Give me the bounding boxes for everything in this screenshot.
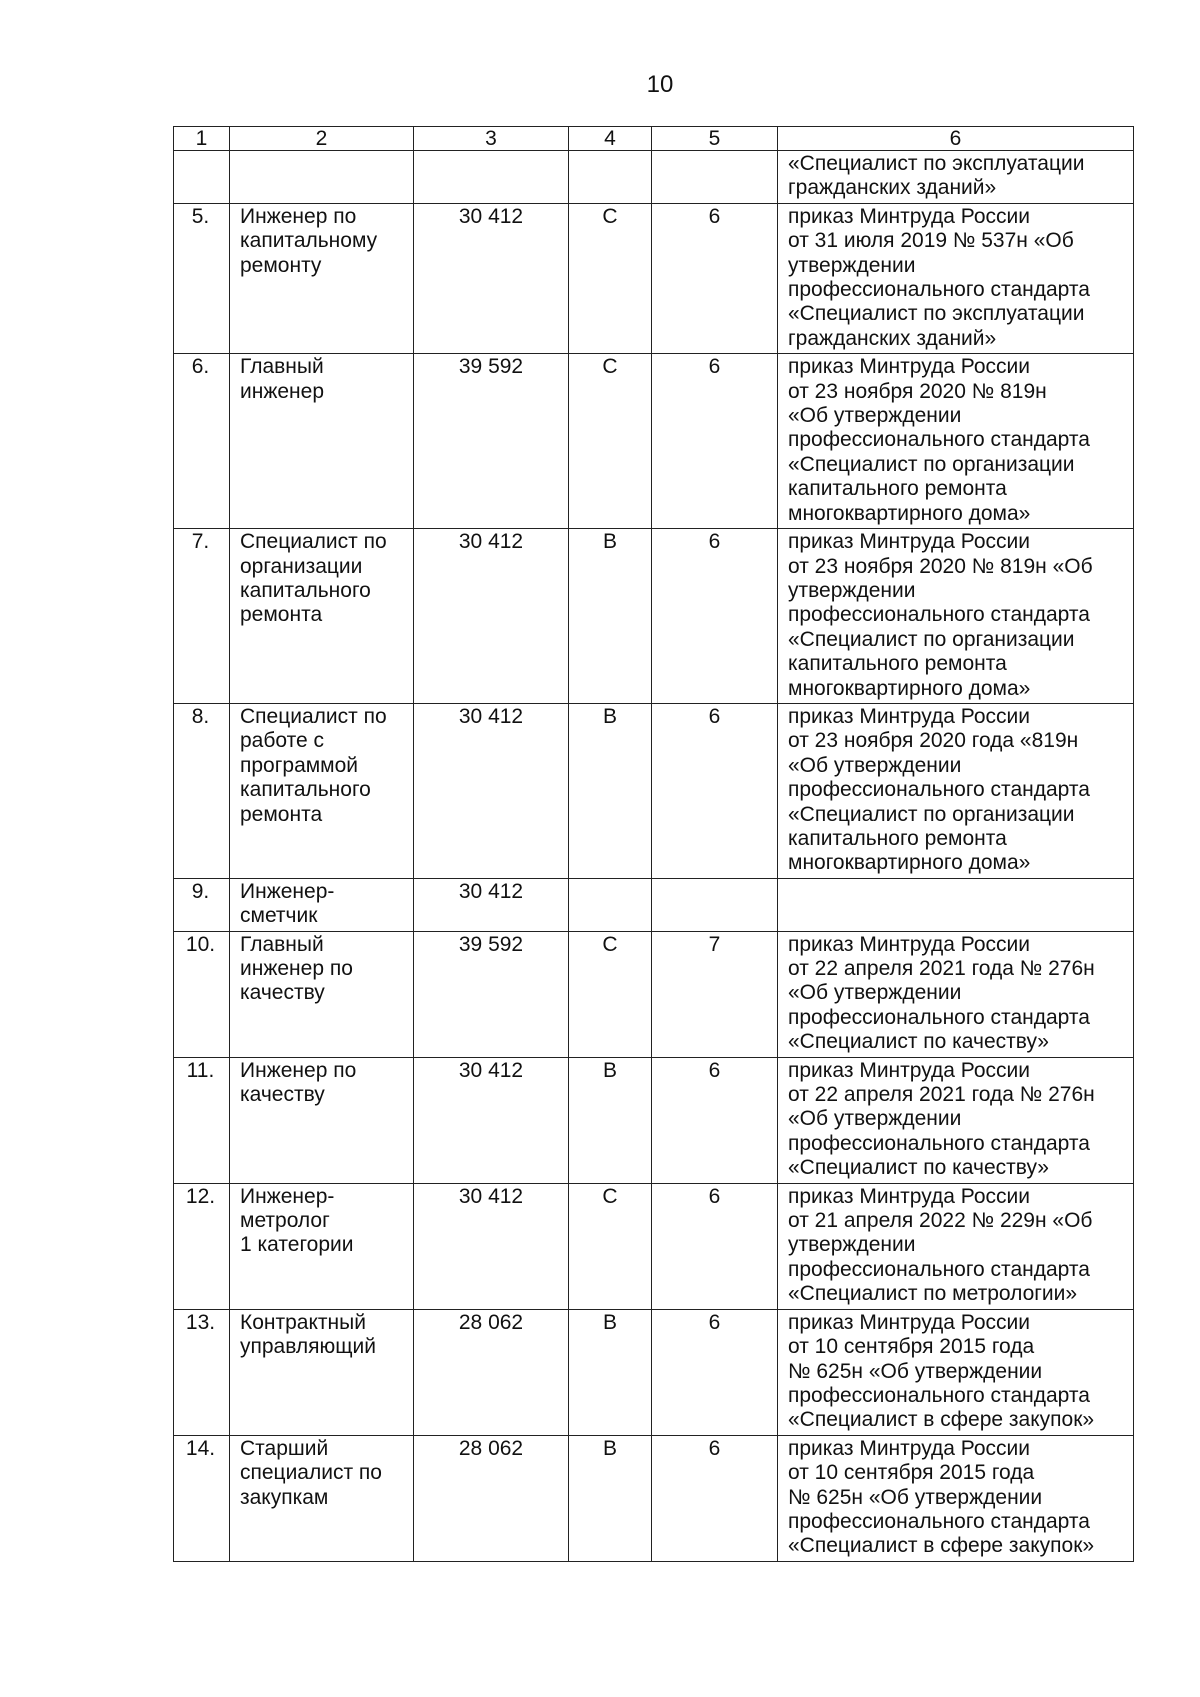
row-number-cell: 7. [174, 529, 230, 704]
salary-cell: 28 062 [414, 1309, 569, 1435]
position-cell: Инженер по капитальному ремонту [230, 203, 414, 353]
qualification-cell: 6 [652, 203, 778, 353]
level-cell: В [569, 1057, 652, 1183]
position-cell: Инженер- сметчик [230, 878, 414, 931]
table-row [174, 1183, 1134, 1309]
qualification-cell: 6 [652, 1183, 778, 1309]
column-header: 1 [174, 127, 230, 151]
level-cell: С [569, 931, 652, 1057]
qualification-cell: 6 [652, 529, 778, 704]
qualification-cell [652, 878, 778, 931]
document-cell: приказ Минтруда России от 23 ноября 2020 № 819н «Об утверждении профессионального стандарта «Специалист по организации капитального ремонта многоквартирного дома» [778, 529, 1134, 704]
column-header: 4 [569, 127, 652, 151]
table-row [174, 151, 1134, 204]
position-cell: Старший специалист по закупкам [230, 1435, 414, 1561]
table-row [174, 529, 1134, 704]
row-number-cell: 11. [174, 1057, 230, 1183]
row-number-cell: 5. [174, 203, 230, 353]
salary-cell: 30 412 [414, 878, 569, 931]
position-cell: Инженер- метролог 1 категории [230, 1183, 414, 1309]
row-number-cell: 14. [174, 1435, 230, 1561]
table-row [174, 1309, 1134, 1435]
document-cell [778, 878, 1134, 931]
position-cell: Специалист по организации капитального ремонта [230, 529, 414, 704]
level-cell: С [569, 203, 652, 353]
row-number-cell: 8. [174, 703, 230, 878]
document-cell: приказ Минтруда России от 22 апреля 2021 года № 276н «Об утверждении профессионального стандарта «Специалист по качеству» [778, 931, 1134, 1057]
position-cell: Главный инженер [230, 354, 414, 529]
salary-cell: 30 412 [414, 703, 569, 878]
table-row [174, 354, 1134, 529]
qualification-cell: 6 [652, 354, 778, 529]
document-cell: приказ Минтруда России от 21 апреля 2022 № 229н «Об утверждении профессионального стандарта «Специалист по метрологии» [778, 1183, 1134, 1309]
salary-cell: 30 412 [414, 1057, 569, 1183]
position-cell: Контрактный управляющий [230, 1309, 414, 1435]
table-header-row [174, 127, 1134, 151]
salary-cell: 30 412 [414, 203, 569, 353]
table-row [174, 703, 1134, 878]
document-cell: приказ Минтруда России от 23 ноября 2020 года «819н «Об утверждении профессионального стандарта «Специалист по организации капитального ремонта многоквартирного дома» [778, 703, 1134, 878]
qualification-cell: 6 [652, 1435, 778, 1561]
positions-table [173, 126, 1134, 1562]
level-cell: В [569, 1435, 652, 1561]
salary-cell [414, 151, 569, 204]
document-cell: приказ Минтруда России от 31 июля 2019 № 537н «Об утверждении профессионального стандарта «Специалист по эксплуатации гражданских зданий» [778, 203, 1134, 353]
row-number-cell [174, 151, 230, 204]
position-cell: Специалист по работе с программой капитального ремонта [230, 703, 414, 878]
column-header: 2 [230, 127, 414, 151]
salary-cell: 30 412 [414, 529, 569, 704]
level-cell: В [569, 1309, 652, 1435]
qualification-cell: 6 [652, 703, 778, 878]
level-cell: В [569, 703, 652, 878]
row-number-cell: 13. [174, 1309, 230, 1435]
document-cell: «Специалист по эксплуатации гражданских зданий» [778, 151, 1134, 204]
row-number-cell: 6. [174, 354, 230, 529]
position-cell: Инженер по качеству [230, 1057, 414, 1183]
salary-cell: 39 592 [414, 931, 569, 1057]
level-cell [569, 151, 652, 204]
position-cell: Главный инженер по качеству [230, 931, 414, 1057]
column-header: 6 [778, 127, 1134, 151]
table-row [174, 931, 1134, 1057]
table-row [174, 1057, 1134, 1183]
qualification-cell: 7 [652, 931, 778, 1057]
row-number-cell: 10. [174, 931, 230, 1057]
table-body [174, 127, 1134, 1562]
table-row [174, 203, 1134, 353]
qualification-cell [652, 151, 778, 204]
level-cell: В [569, 529, 652, 704]
document-cell: приказ Минтруда России от 22 апреля 2021 года № 276н «Об утверждении профессионального стандарта «Специалист по качеству» [778, 1057, 1134, 1183]
qualification-cell: 6 [652, 1057, 778, 1183]
document-cell: приказ Минтруда России от 10 сентября 2015 года № 625н «Об утверждении профессионального стандарта «Специалист в сфере закупок» [778, 1435, 1134, 1561]
salary-cell: 39 592 [414, 354, 569, 529]
column-header: 3 [414, 127, 569, 151]
level-cell: С [569, 1183, 652, 1309]
position-cell [230, 151, 414, 204]
level-cell [569, 878, 652, 931]
table-row [174, 1435, 1134, 1561]
table-row [174, 878, 1134, 931]
page-number: 10 [646, 71, 674, 98]
column-header: 5 [652, 127, 778, 151]
document-cell: приказ Минтруда России от 10 сентября 2015 года № 625н «Об утверждении профессионального стандарта «Специалист в сфере закупок» [778, 1309, 1134, 1435]
salary-cell: 30 412 [414, 1183, 569, 1309]
document-cell: приказ Минтруда России от 23 ноября 2020 № 819н «Об утверждении профессионального стандарта «Специалист по организации капитального ремонта многоквартирного дома» [778, 354, 1134, 529]
row-number-cell: 9. [174, 878, 230, 931]
salary-cell: 28 062 [414, 1435, 569, 1561]
qualification-cell: 6 [652, 1309, 778, 1435]
row-number-cell: 12. [174, 1183, 230, 1309]
level-cell: С [569, 354, 652, 529]
